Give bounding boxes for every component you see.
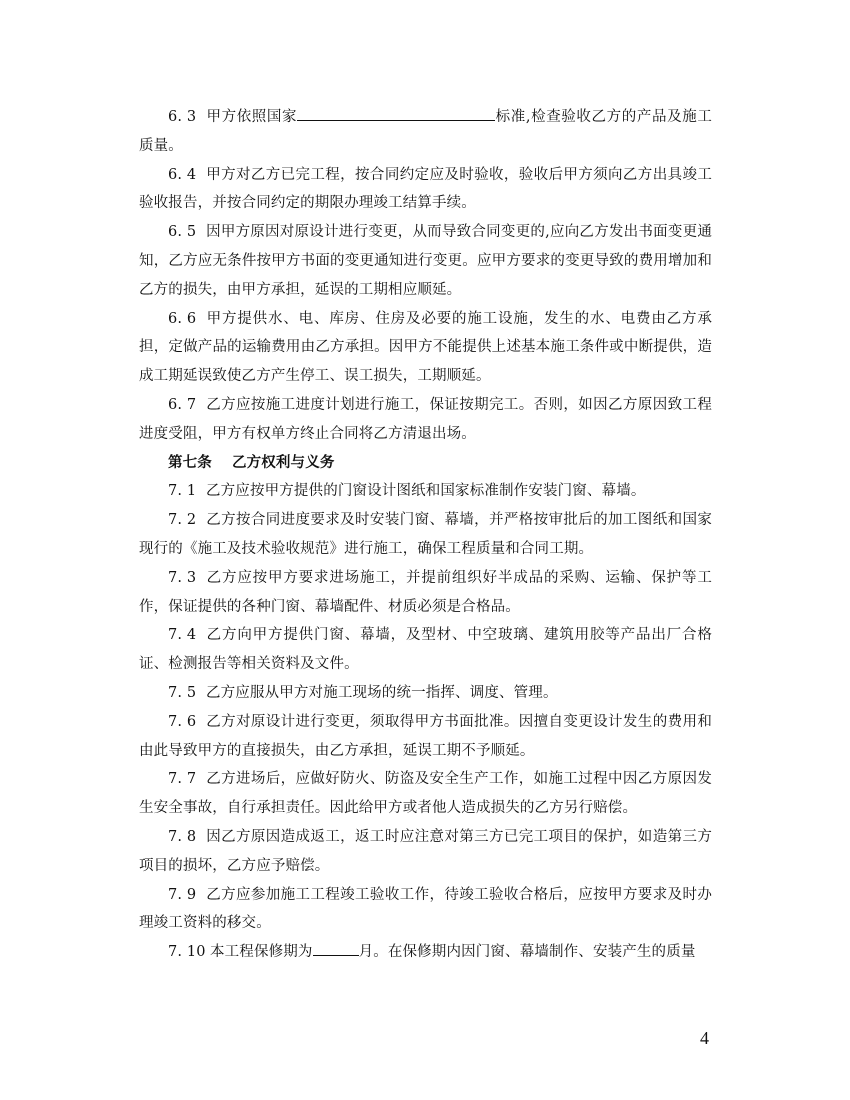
clause-number: 7. 4 [168, 627, 197, 644]
clause-7-3 [139, 564, 712, 622]
clause-number: 7. 5 [168, 684, 197, 701]
clause-7-4 [139, 621, 712, 679]
clause-text: 甲方提供水、电、库房、住房及必要的施工设施，发生的水、电费由乙方承担，定做产品的运输费用由乙方承担。因甲方不能提供上述基本施工条件或中断提供，造成工期延误致使乙方产生停工、误工损失，工期顺延。 [139, 310, 712, 385]
clause-7-6 [139, 708, 712, 766]
clause-text-continued: 标准,检查验收乙方的产品及施工质量。 [139, 109, 712, 154]
clause-6-5 [139, 218, 712, 304]
clause-text: 乙方应按施工进度计划进行施工，保证按期完工。否则，如因乙方原因致工程进度受阻，甲方有权单方终止合同将乙方清退出场。 [139, 396, 712, 442]
clause-number: 6. 3 [168, 109, 197, 125]
clause-7-9 [139, 881, 712, 939]
clause-7-8 [139, 823, 712, 881]
clause-number: 7. 7 [168, 771, 197, 788]
clause-number: 7. 2 [168, 512, 197, 529]
clause-number: 6. 6 [168, 310, 197, 327]
contract-body [139, 103, 712, 967]
clause-number: 7. 10 [168, 944, 206, 961]
clause-number: 7. 1 [168, 483, 197, 500]
clause-6-7 [139, 391, 712, 449]
clause-number: 7. 3 [168, 569, 197, 586]
clause-7-2 [139, 506, 712, 564]
clause-text: 因乙方原因造成返工，返工时应注意对第三方已完工项目的保护，如造第三方项目的损坏，乙方应予赔偿。 [139, 828, 712, 874]
clause-text: 乙方应按甲方提供的门窗设计图纸和国家标准制作安装门窗、幕墙。 [206, 483, 646, 500]
clause-number: 7. 9 [168, 886, 197, 903]
article-7-heading [139, 449, 712, 478]
clause-text: 乙方按合同进度要求及时安装门窗、幕墙，并严格按审批后的加工图纸和国家现行的《施工及技术验收规范》进行施工，确保工程质量和合同工期。 [139, 512, 712, 557]
article-title: 乙方权利与义务 [231, 453, 335, 471]
clause-text: 乙方应服从甲方对施工现场的统一指挥、调度、管理。 [206, 684, 558, 701]
clause-text: 乙方向甲方提供门窗、幕墙，及型材、中空玻璃、建筑用胶等产品出厂合格证、检测报告等相关资料及文件。 [139, 627, 712, 673]
clause-7-10 [139, 938, 712, 967]
clause-number: 6. 4 [168, 166, 197, 183]
clause-number: 6. 5 [168, 224, 197, 241]
clause-number: 7. 8 [168, 828, 197, 845]
clause-7-7 [139, 765, 712, 823]
clause-text: 乙方应参加施工工程竣工验收工作，待竣工验收合格后，应按甲方要求及时办理竣工资料的移交。 [139, 886, 712, 932]
page-number: 4 [700, 1028, 709, 1048]
clause-text: 甲方对乙方已完工程，按合同约定应及时验收，验收后甲方须向乙方出具竣工验收报告，并按合同约定的期限办理竣工结算手续。 [139, 166, 712, 212]
clause-7-5 [139, 679, 712, 708]
clause-text: 乙方对原设计进行变更，须取得甲方书面批准。因擅自变更设计发生的费用和由此导致甲方的直接损失，由乙方承担，延误工期不予顺延。 [139, 713, 712, 759]
clause-number: 6. 7 [168, 396, 197, 413]
clause-text: 本工程保修期为 [210, 944, 313, 961]
fill-in-blank [297, 106, 495, 121]
clause-6-6 [139, 305, 712, 391]
clause-text-continued: 月。在保修期内因门窗、幕墙制作、安装产生的质量 [358, 944, 696, 961]
clause-text: 乙方应按甲方要求进场施工，并提前组织好半成品的采购、运输、保护等工作，保证提供的各种门窗、幕墙配件、材质必须是合格品。 [139, 569, 712, 615]
fill-in-blank [313, 941, 359, 956]
clause-text: 乙方进场后，应做好防火、防盗及安全生产工作，如施工过程中因乙方原因发生安全事故，自行承担责任。因此给甲方或者他人造成损失的乙方另行赔偿。 [139, 771, 712, 817]
clause-text: 甲方依照国家 [206, 109, 298, 125]
clause-6-3 [139, 103, 712, 161]
clause-7-1 [139, 477, 712, 506]
article-number: 第七条 [168, 453, 212, 471]
clause-6-4 [139, 161, 712, 219]
clause-text: 因甲方原因对原设计进行变更，从而导致合同变更的,应向乙方发出书面变更通知，乙方应无条件按甲方书面的变更通知进行变更。应甲方要求的变更导致的费用增加和乙方的损失，由甲方承担，延误的工期相应顺延。 [139, 224, 712, 298]
clause-number: 7. 6 [168, 713, 197, 730]
